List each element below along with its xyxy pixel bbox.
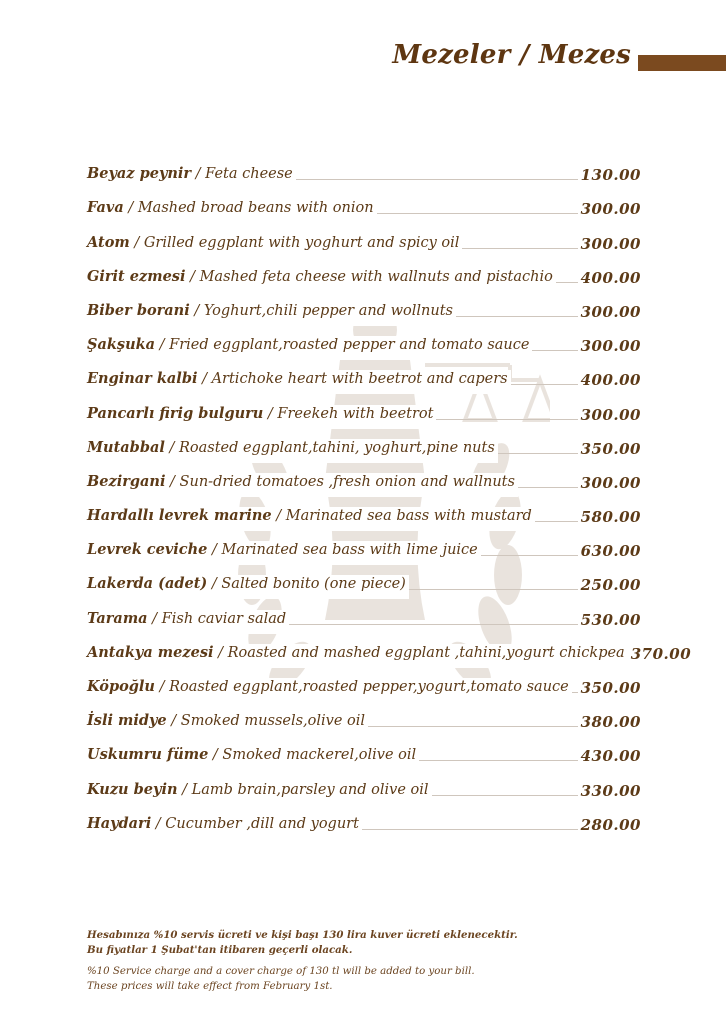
menu-item-price: 400.00 <box>580 268 641 287</box>
menu-item-price: 330.00 <box>580 781 641 800</box>
menu-item-description: / Feta cheese <box>191 166 293 183</box>
menu-item-name: Kuzu beyin <box>87 780 178 798</box>
menu-item-leader-line <box>432 795 578 796</box>
menu-item <box>87 292 641 326</box>
menu-item-leader-line <box>368 726 578 727</box>
menu-item-name: Uskumru füme <box>87 746 209 764</box>
menu-item-name: İsli midye <box>87 712 167 730</box>
footer-turkish-note-2: Bu fiyatlar 1 Şubat'tan itibaren geçerli olacak. <box>87 944 353 956</box>
menu-item-label <box>87 815 362 839</box>
menu-item-price: 300.00 <box>580 337 641 356</box>
menu-item <box>87 326 641 360</box>
menu-item-label <box>87 370 511 394</box>
menu-item <box>87 599 641 633</box>
menu-item-description: / Lamb brain,parsley and olive oil <box>177 781 429 798</box>
menu-item-leader-line <box>462 248 577 249</box>
menu-item-label <box>87 234 462 258</box>
menu-item-description: / Mashed feta cheese with wallnuts and pistachio <box>185 268 553 285</box>
menu-item-label <box>87 336 532 360</box>
menu-item-name: Beyaz peynir <box>87 165 192 183</box>
menu-item-leader-line <box>456 316 578 317</box>
header-accent-bar <box>638 55 726 71</box>
menu-item-leader-line <box>436 419 577 420</box>
menu-item <box>87 770 641 804</box>
menu-item-name: Levrek ceviche <box>87 541 208 559</box>
menu-item <box>87 736 641 770</box>
menu-item <box>87 463 641 497</box>
menu-item-name: Girit ezmesi <box>87 267 186 285</box>
menu-item-name: Köpoğlu <box>87 678 155 695</box>
menu-item-leader-line <box>409 589 578 590</box>
menu-item <box>87 429 641 463</box>
menu-item-description: / Freekeh with beetrot <box>263 405 434 422</box>
menu-item-label <box>87 712 368 736</box>
menu-item-description: / Marinated sea bass with mustard <box>271 508 532 525</box>
menu-item-leader-line <box>289 624 577 625</box>
menu-item <box>87 155 641 189</box>
menu-item-label <box>87 473 518 497</box>
menu-item-label <box>87 678 572 702</box>
menu-item-price: 300.00 <box>580 405 641 424</box>
menu-item-price: 280.00 <box>580 815 641 834</box>
menu-item-description: / Fish caviar salad <box>147 610 287 627</box>
menu-item-price: 370.00 <box>630 644 692 663</box>
menu-item-leader-line <box>532 350 577 351</box>
menu-item-name: Biber borani <box>87 301 190 319</box>
menu-item <box>87 223 641 257</box>
menu-item-description: / Salted bonito (one piece) <box>207 576 406 593</box>
menu-item-description: / Cucumber ,dill and yogurt <box>151 815 359 832</box>
menu-item-label <box>87 268 556 292</box>
menu-item-label <box>87 439 498 463</box>
footer-notes <box>87 928 647 994</box>
menu-item <box>87 497 641 531</box>
menu-item-leader-line <box>498 453 578 454</box>
menu-item-description: / Smoked mackerel,olive oil <box>208 747 417 764</box>
menu-item-leader-line <box>481 555 578 556</box>
menu-item-price: 580.00 <box>580 508 641 527</box>
menu-item-description: / Roasted and mashed eggplant ,tahini,yogurt chickpea <box>213 644 625 661</box>
menu-item-label <box>87 199 377 223</box>
menu-item-name: Mutabbal <box>87 438 165 456</box>
menu-item <box>87 394 641 428</box>
menu-item-name: Pancarlı firig bulguru <box>87 404 264 422</box>
menu-item-description: / Grilled eggplant with yoghurt and spicy oil <box>129 234 460 251</box>
menu-item-name: Lakerda (adet) <box>87 575 208 593</box>
menu-item-price: 350.00 <box>580 439 641 458</box>
menu-item-description: / Mashed broad beans with onion <box>123 200 374 217</box>
menu-item-name: Şakşuka <box>87 336 156 354</box>
menu-item <box>87 634 692 668</box>
menu-item-description: / Fried eggplant,roasted pepper and tomato sauce <box>155 337 530 354</box>
menu-item-price: 430.00 <box>580 747 641 766</box>
menu-item-label <box>87 302 456 326</box>
menu-item-label <box>87 507 535 531</box>
menu-item-name: Antakya mezesi <box>87 643 214 661</box>
menu-item <box>87 668 641 702</box>
menu-item-price: 250.00 <box>580 576 641 595</box>
menu-item-price: 530.00 <box>580 610 641 629</box>
menu-item-label <box>87 165 296 189</box>
menu-item-description: / Smoked mussels,olive oil <box>166 713 366 730</box>
menu-item-label <box>87 575 409 599</box>
menu-item-name: Haydari <box>87 814 152 832</box>
menu-item-name: Hardallı levrek marine <box>87 507 272 525</box>
footer-english-note-2: These prices will take effect from February 1st. <box>87 981 333 992</box>
menu-item-description: / Sun-dried tomatoes ,fresh onion and wallnuts <box>165 473 515 490</box>
menu-item-price: 630.00 <box>580 542 641 561</box>
menu-item <box>87 360 641 394</box>
menu-item-leader-line <box>556 282 578 283</box>
menu-item-leader-line <box>362 829 578 830</box>
menu-item-price: 130.00 <box>580 166 641 185</box>
menu-item-name: Atom <box>87 233 130 251</box>
menu-item-label <box>87 781 432 805</box>
footer-english-note-1: %10 Service charge and a cover charge of 130 tl will be added to your bill. <box>87 966 475 977</box>
footer-turkish-note-1: Hesabınıza %10 servis ücreti ve kişi başı 130 lira kuver ücreti eklenecektir. <box>87 929 518 941</box>
menu-item-leader-line <box>419 760 577 761</box>
menu-item-price: 400.00 <box>580 371 641 390</box>
menu-item-price: 300.00 <box>580 234 641 253</box>
menu-item-description: / Artichoke heart with beetrot and capers <box>197 371 508 388</box>
menu-item-price: 300.00 <box>580 473 641 492</box>
menu-item-leader-line <box>511 384 578 385</box>
menu-item <box>87 565 641 599</box>
menu-item <box>87 531 641 565</box>
menu-item-leader-line <box>377 213 578 214</box>
menu-item-label <box>87 405 436 429</box>
menu-list <box>87 155 692 839</box>
menu-item-label <box>87 541 481 565</box>
menu-item-name: Bezirgani <box>87 472 166 490</box>
menu-item-price: 300.00 <box>580 200 641 219</box>
menu-item-name: Fava <box>87 199 124 217</box>
menu-item <box>87 189 641 223</box>
menu-item <box>87 702 641 736</box>
menu-item-label <box>87 610 289 634</box>
menu-item-price: 380.00 <box>580 713 641 732</box>
menu-item <box>87 805 641 839</box>
menu-item-name: Tarama <box>87 609 148 627</box>
menu-item-description: / Roasted eggplant,roasted pepper,yogurt,tomato sauce <box>154 679 569 695</box>
menu-item-name: Enginar kalbi <box>87 370 198 388</box>
menu-item-description: / Yoghurt,chili pepper and wollnuts <box>189 302 453 319</box>
menu-item-leader-line <box>296 179 578 180</box>
menu-item <box>87 258 641 292</box>
menu-item-leader-line <box>518 487 578 488</box>
menu-item-leader-line <box>572 692 578 693</box>
menu-item-label <box>87 746 419 770</box>
menu-item-description: / Marinated sea bass with lime juice <box>207 542 478 559</box>
menu-item-price: 300.00 <box>580 302 641 321</box>
menu-item-price: 350.00 <box>580 679 641 697</box>
menu-item-description: / Roasted eggplant,tahini, yoghurt,pine nuts <box>164 439 495 456</box>
page-title: Mezeler / Mezes <box>392 40 631 70</box>
menu-item-label <box>87 644 628 668</box>
menu-item-leader-line <box>535 521 578 522</box>
